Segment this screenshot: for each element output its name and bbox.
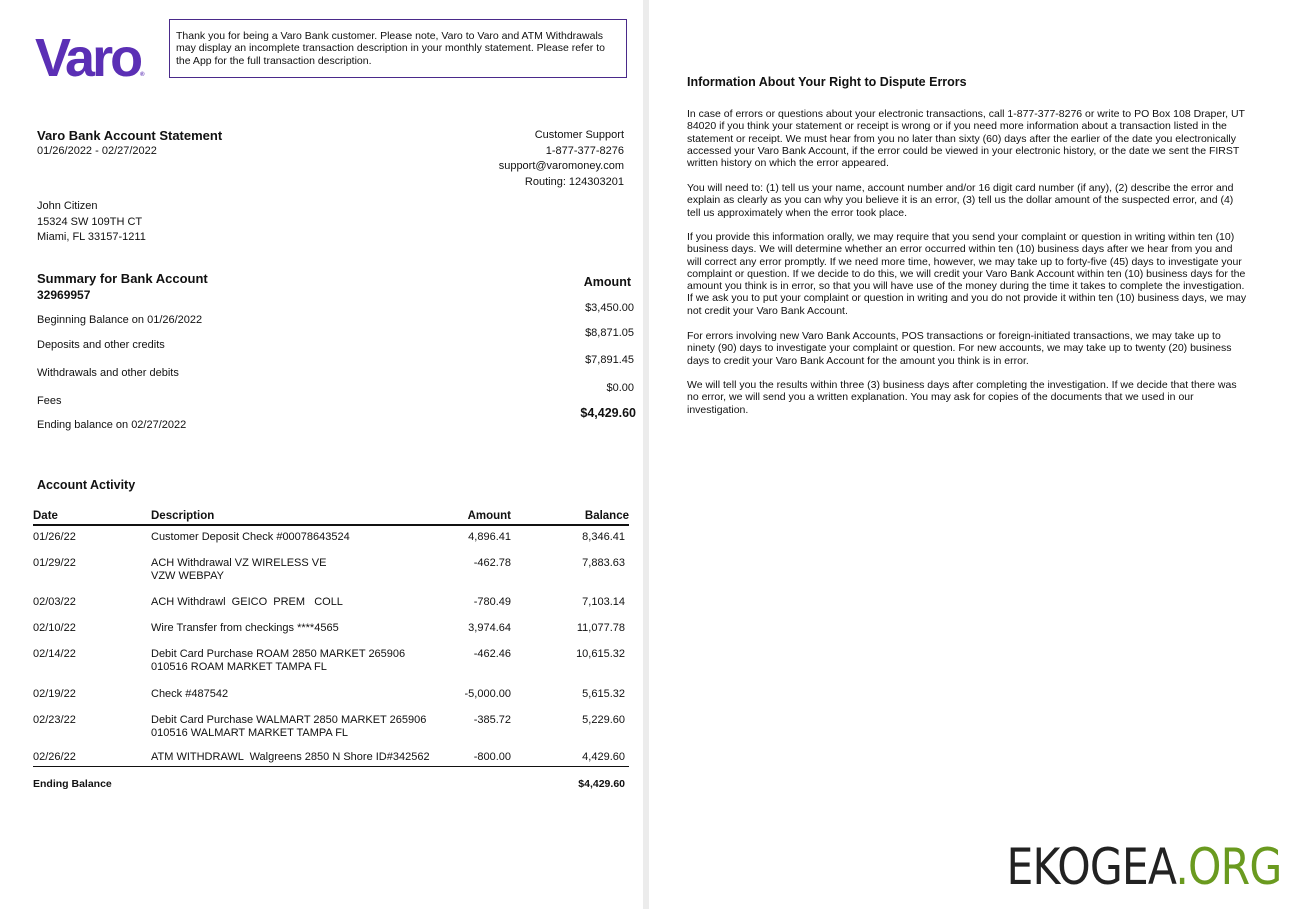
amount-header: Amount bbox=[583, 275, 631, 289]
table-end-line bbox=[33, 766, 629, 767]
summary-label: Beginning Balance on 01/26/2022 bbox=[37, 314, 203, 326]
summary-title: Summary for Bank Account bbox=[37, 271, 208, 286]
row-date: 01/29/22 bbox=[33, 557, 76, 569]
row-date: 02/10/22 bbox=[33, 622, 76, 634]
row-date: 01/26/22 bbox=[33, 531, 76, 543]
row-amount: -385.72 bbox=[473, 714, 511, 726]
row-date: 02/23/22 bbox=[33, 714, 76, 726]
row-description: Debit Card Purchase ROAM 2850 MARKET 265906 010516 ROAM MARKET TAMPA FL bbox=[151, 648, 406, 673]
row-balance: 7,103.14 bbox=[582, 596, 625, 608]
activity-title: Account Activity bbox=[37, 478, 136, 492]
summary-value: $8,871.05 bbox=[585, 327, 634, 339]
row-description: Wire Transfer from checkings ****4565 bbox=[151, 622, 339, 634]
summary-label: Withdrawals and other debits bbox=[37, 367, 179, 379]
row-amount: 3,974.64 bbox=[468, 622, 511, 634]
statement-title: Varo Bank Account Statement bbox=[37, 128, 223, 143]
row-description: ACH Withdrawal VZ WIRELESS VE VZW WEBPAY bbox=[151, 557, 327, 582]
disclosure-paragraph: You will need to: (1) tell us your name, account number and/or 16 digit card number (if any), (2) describe the error and explain as clearly as you can why you believe it is an error, (3) tell us the dollar amount of the suspected error, and (4) tell us approximately when the error took place. bbox=[687, 182, 1234, 219]
watermark-main: EKOGEA bbox=[1006, 838, 1175, 896]
varo-logo: Varo® bbox=[35, 28, 145, 88]
row-balance: 7,883.63 bbox=[582, 557, 625, 569]
summary-label: Ending balance on 02/27/2022 bbox=[37, 419, 187, 431]
disclosure-paragraph: If you provide this information orally, we may require that you send your complaint or question in writing within ten (10) business days. We will determine whether an error occurred within ten (10) business days after we hear from you and will correct any error promptly. If we need more time, however, we may take up to forty-five (45) days to investigate your complaint or question. If we decide to do this, we will credit your Varo Bank Account within ten (10) business days for the amount you think is in error, so that you will have use of the money during the time it takes to complete the investigation. If we ask you to put your complaint or question in writing and you do not provide it within ten (10) business days, we may not credit your Varo Bank Account. bbox=[687, 231, 1247, 317]
row-balance: 11,077.78 bbox=[576, 622, 625, 634]
account-number: 32969957 bbox=[37, 288, 91, 302]
row-date: 02/26/22 bbox=[33, 751, 76, 763]
support-label: Customer Support bbox=[534, 129, 624, 141]
row-balance: 10,615.32 bbox=[576, 648, 625, 660]
row-amount: 4,896.41 bbox=[468, 531, 511, 543]
customer-address bbox=[37, 199, 146, 246]
row-description: Check #487542 bbox=[151, 688, 229, 700]
summary-value: $7,891.45 bbox=[585, 354, 634, 366]
summary-label: Fees bbox=[37, 395, 62, 407]
col-amount: Amount bbox=[467, 510, 511, 522]
customer-support bbox=[424, 128, 624, 190]
statement-header bbox=[37, 128, 222, 157]
statement-period: 01/26/2022 - 02/27/2022 bbox=[37, 145, 157, 157]
row-description: Debit Card Purchase WALMART 2850 MARKET 265906 010516 WALMART MARKET TAMPA FL bbox=[151, 714, 427, 739]
ending-balance-value: $4,429.60 bbox=[578, 778, 625, 790]
row-amount: -800.00 bbox=[473, 751, 511, 763]
row-balance: 5,615.32 bbox=[582, 688, 625, 700]
summary-label: Deposits and other credits bbox=[37, 339, 165, 351]
activity-table-header bbox=[33, 509, 629, 526]
ending-balance-label: Ending Balance bbox=[33, 778, 112, 790]
row-amount: -5,000.00 bbox=[464, 688, 511, 700]
support-phone: 1-877-377-8276 bbox=[545, 144, 624, 157]
row-amount: -780.49 bbox=[473, 596, 511, 608]
row-description: ACH Withdrawl GEICO PREM COLL bbox=[151, 596, 343, 608]
watermark-suffix: .ORG bbox=[1174, 838, 1281, 896]
disclosure-paragraph: For errors involving new Varo Bank Accounts, POS transactions or foreign-initiated transactions, we may take up to ninety (90) days to investigate your complaint or question. For new accounts, we may take up to twenty (20) business days to credit your Varo Bank Account for the amount you think is in error. bbox=[687, 330, 1232, 367]
row-description: ATM WITHDRAWL Walgreens 2850 N Shore ID#342562 bbox=[151, 751, 430, 763]
row-amount: -462.46 bbox=[473, 648, 511, 660]
customer-city: Miami, FL 33157-1211 bbox=[37, 231, 146, 243]
support-email: support@varomoney.com bbox=[498, 160, 624, 172]
notice-box: Thank you for being a Varo Bank customer. Please note, Varo to Varo and ATM Withdrawals may display an incomplete transaction description in your monthly statement. Please refer to the App for the full transaction description. bbox=[169, 19, 627, 78]
summary-value: $0.00 bbox=[606, 382, 634, 394]
watermark bbox=[1006, 838, 1281, 896]
disclosure-paragraph: In case of errors or questions about your electronic transactions, call 1-877-377-8276 or write to PO Box 108 Draper, UT 84020 if you think your statement or receipt is wrong or if you need more information about a transaction listed in the statement or receipt. We must hear from you no later than sixty (60) days after the earlier of the date you electronically accessed your Varo Bank Account, if the error could be viewed in your electronic history, or the date we sent the FIRST written history on which the error appeared. bbox=[687, 108, 1245, 170]
col-description: Description bbox=[151, 510, 215, 522]
row-date: 02/03/22 bbox=[33, 596, 76, 608]
col-balance: Balance bbox=[584, 510, 629, 522]
row-balance: 5,229.60 bbox=[582, 714, 625, 726]
logo-text: Varo bbox=[35, 28, 141, 88]
col-date: Date bbox=[33, 510, 58, 522]
row-balance: 4,429.60 bbox=[582, 751, 625, 763]
row-balance: 8,346.41 bbox=[582, 531, 625, 543]
customer-name: John Citizen bbox=[37, 200, 98, 212]
row-date: 02/14/22 bbox=[33, 648, 76, 660]
row-amount: -462.78 bbox=[473, 557, 511, 569]
disclosure-title: Information About Your Right to Dispute Errors bbox=[687, 75, 967, 89]
row-description: Customer Deposit Check #00078643524 bbox=[151, 531, 350, 543]
routing-number: Routing: 124303201 bbox=[524, 175, 624, 188]
summary-value: $3,450.00 bbox=[585, 302, 634, 314]
customer-street: 15324 SW 109TH CT bbox=[37, 215, 143, 228]
page-divider bbox=[643, 0, 649, 909]
disclosure-paragraph: We will tell you the results within three (3) business days after completing the investigation. If we decide that there was no error, we will send you a written explanation. You may ask for copies of the documents that we used in our investigation. bbox=[687, 379, 1237, 416]
row-date: 02/19/22 bbox=[33, 688, 76, 700]
summary-ending-value: $4,429.60 bbox=[580, 406, 636, 420]
